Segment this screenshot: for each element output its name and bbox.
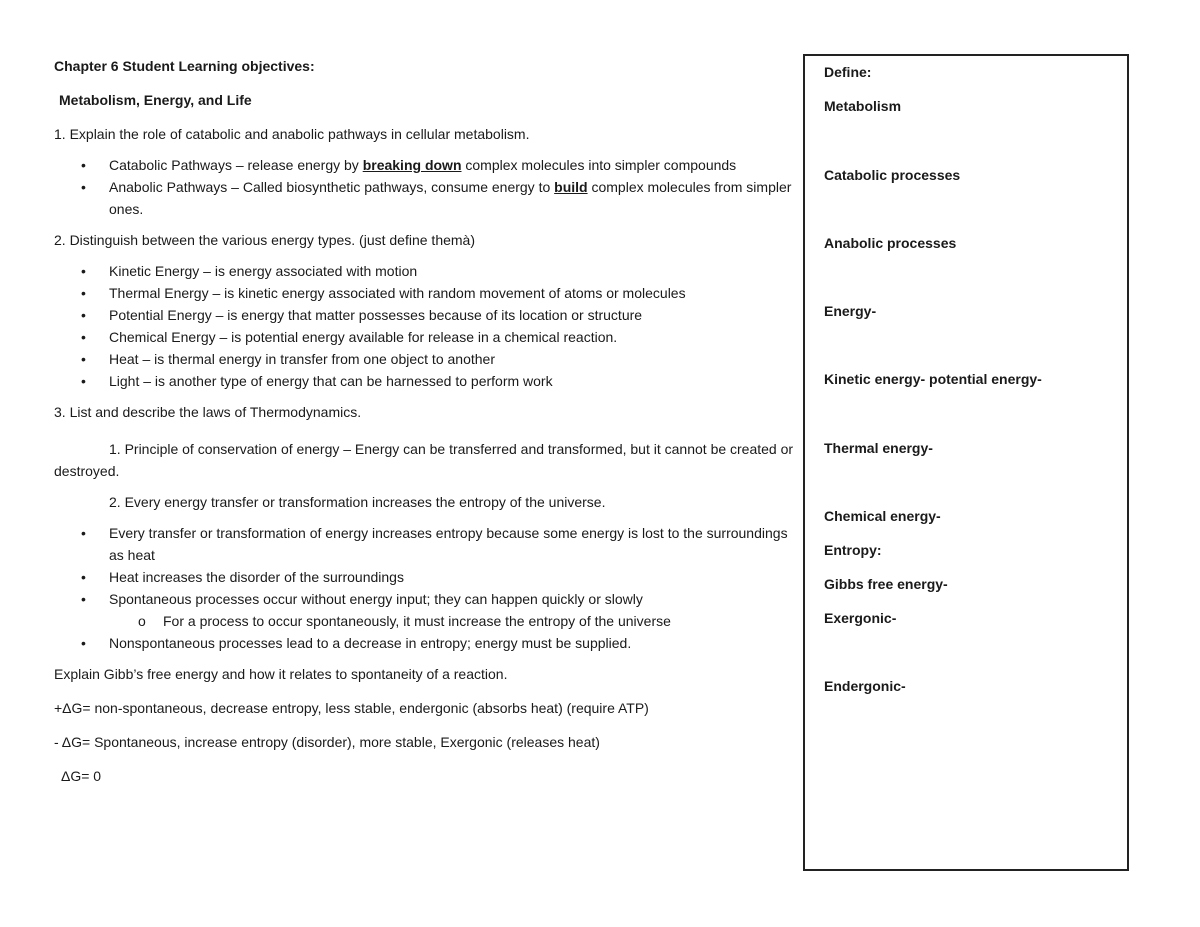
energy-types-list	[54, 260, 794, 392]
define-heading: Define:	[824, 64, 872, 80]
term-chemical: Chemical energy-	[824, 508, 941, 524]
list-item: • Nonspontaneous processes lead to a decrease in entropy; energy must be supplied.	[54, 632, 794, 654]
chapter-heading: Chapter 6 Student Learning objectives:	[54, 58, 315, 74]
list-item: • Potential Energy – is energy that matter possesses because of its location or structure	[54, 304, 794, 326]
list-item: • Spontaneous processes occur without energy input; they can happen quickly or slowly	[54, 588, 794, 610]
topic-heading: Metabolism, Energy, and Life	[59, 92, 252, 108]
sub-list-item: o For a process to occur spontaneously, it must increase the entropy of the universe	[54, 610, 794, 632]
term-endergonic: Endergonic-	[824, 678, 906, 694]
objective-2: 2. Distinguish between the various energy types. (just define themà)	[54, 232, 476, 248]
term-entropy: Entropy:	[824, 542, 882, 558]
list-item: • Kinetic Energy – is energy associated with motion	[54, 260, 794, 282]
term-metabolism: Metabolism	[824, 98, 902, 114]
objectives-content	[54, 58, 794, 784]
list-item: • Heat increases the disorder of the surroundings	[54, 566, 794, 588]
list-item: • Thermal Energy – is kinetic energy associated with random movement of atoms or molecules	[54, 282, 794, 304]
first-law: 1. Principle of conservation of energy – Energy can be transferred and transformed, but it cannot be created or destroyed.	[54, 441, 794, 479]
list-item: • Every transfer or transformation of energy increases entropy because some energy is lost to the surroundings as heat	[54, 522, 794, 566]
delta-g-positive: +ΔG= non-spontaneous, decrease entropy, less stable, endergonic (absorbs heat) (require ATP)	[54, 700, 649, 716]
emphasis-breaking-down: breaking down	[362, 157, 462, 173]
list-item: • Light – is another type of energy that can be harnessed to perform work	[54, 370, 794, 392]
objective-3: 3. List and describe the laws of Thermodynamics.	[54, 404, 362, 420]
term-gibbs: Gibbs free energy-	[824, 576, 948, 592]
second-law: 2. Every energy transfer or transformation increases the entropy of the universe.	[109, 494, 606, 510]
term-thermal: Thermal energy-	[824, 440, 933, 456]
list-item-catabolic: • Catabolic Pathways – release energy by breaking down complex molecules into simpler compounds	[54, 154, 794, 176]
delta-g-zero: ΔG= 0	[61, 768, 102, 784]
list-item: • Heat – is thermal energy in transfer from one object to another	[54, 348, 794, 370]
term-exergonic: Exergonic-	[824, 610, 897, 626]
term-energy: Energy-	[824, 303, 877, 319]
list-item-anabolic: • Anabolic Pathways – Called biosynthetic pathways, consume energy to build complex molecules from simpler ones.	[54, 176, 794, 220]
definitions-box	[803, 54, 1129, 871]
gibbs-question: Explain Gibb’s free energy and how it relates to spontaneity of a reaction.	[54, 666, 508, 682]
entropy-list	[54, 522, 794, 654]
term-kinetic-potential: Kinetic energy- potential energy-	[824, 371, 1042, 387]
term-catabolic: Catabolic processes	[824, 167, 961, 183]
list-item: • Chemical Energy – is potential energy available for release in a chemical reaction.	[54, 326, 794, 348]
pathways-list	[54, 154, 794, 220]
objective-1: 1. Explain the role of catabolic and anabolic pathways in cellular metabolism.	[54, 126, 530, 142]
delta-g-negative: - ΔG= Spontaneous, increase entropy (disorder), more stable, Exergonic (releases heat)	[54, 734, 600, 750]
emphasis-build: build	[554, 179, 588, 195]
term-anabolic: Anabolic processes	[824, 235, 957, 251]
